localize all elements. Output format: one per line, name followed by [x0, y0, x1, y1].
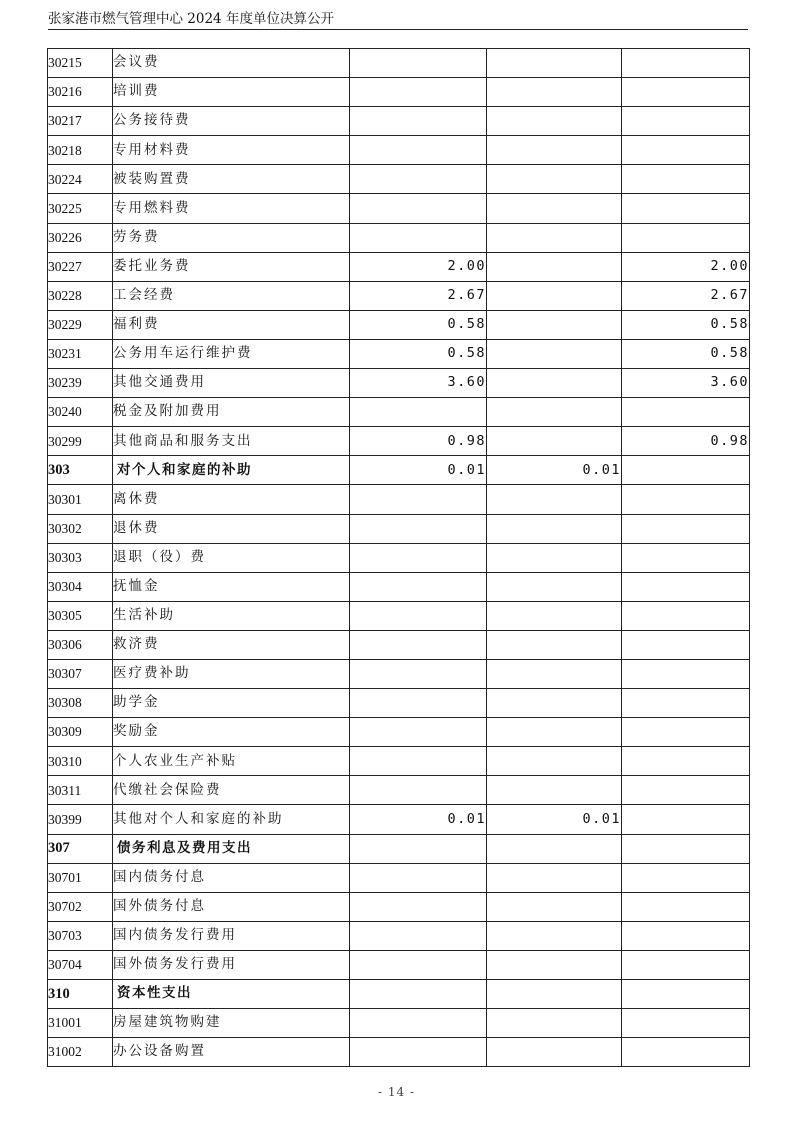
- row-code-cell: 30311: [48, 776, 113, 805]
- row-value-cell: [487, 223, 622, 252]
- header-rule: [48, 29, 748, 30]
- row-name-cell: 国内债务付息: [113, 863, 350, 892]
- row-name-cell: 会议费: [113, 49, 350, 78]
- row-name-cell: 福利费: [113, 310, 350, 339]
- row-value-cell: [350, 601, 487, 630]
- row-value-cell: [622, 136, 750, 165]
- table-row: [48, 950, 750, 979]
- row-value-cell: [487, 659, 622, 688]
- row-value-cell: [622, 601, 750, 630]
- row-code-cell: 310: [48, 980, 113, 1009]
- table-row: [48, 194, 750, 223]
- table-row: [48, 369, 750, 398]
- row-value-cell: [350, 107, 487, 136]
- table-row: [48, 107, 750, 136]
- row-value-cell: [622, 776, 750, 805]
- row-code-cell: 30225: [48, 194, 113, 223]
- row-value-cell: 0.58: [350, 339, 487, 368]
- table-row: [48, 718, 750, 747]
- row-value-cell: [487, 78, 622, 107]
- row-value-cell: [487, 689, 622, 718]
- row-value-cell: [487, 863, 622, 892]
- row-value-cell: [622, 921, 750, 950]
- table-section-row: [48, 980, 750, 1009]
- row-code-cell: 30240: [48, 398, 113, 427]
- row-name-cell: 奖励金: [113, 718, 350, 747]
- row-value-cell: [350, 543, 487, 572]
- row-value-cell: [350, 776, 487, 805]
- row-code-cell: 30302: [48, 514, 113, 543]
- row-value-cell: 0.01: [350, 805, 487, 834]
- row-code-cell: 30224: [48, 165, 113, 194]
- row-code-cell: 30702: [48, 892, 113, 921]
- row-name-cell: 资本性支出: [113, 980, 350, 1009]
- row-code-cell: 30228: [48, 281, 113, 310]
- row-value-cell: 0.58: [622, 339, 750, 368]
- table-row: [48, 630, 750, 659]
- row-value-cell: [487, 1009, 622, 1038]
- row-value-cell: [487, 252, 622, 281]
- table-row: [48, 601, 750, 630]
- row-value-cell: [487, 339, 622, 368]
- table-row: [48, 776, 750, 805]
- row-code-cell: 30226: [48, 223, 113, 252]
- row-value-cell: [622, 805, 750, 834]
- row-value-cell: [487, 398, 622, 427]
- row-value-cell: 0.01: [487, 456, 622, 485]
- row-value-cell: [622, 165, 750, 194]
- row-value-cell: [350, 834, 487, 863]
- row-name-cell: 公务接待费: [113, 107, 350, 136]
- row-value-cell: [350, 49, 487, 78]
- row-value-cell: [622, 485, 750, 514]
- row-value-cell: [487, 281, 622, 310]
- row-name-cell: 其他商品和服务支出: [113, 427, 350, 456]
- row-name-cell: 离休费: [113, 485, 350, 514]
- row-value-cell: [350, 194, 487, 223]
- row-name-cell: 生活补助: [113, 601, 350, 630]
- row-value-cell: [350, 165, 487, 194]
- row-name-cell: 债务利息及费用支出: [113, 834, 350, 863]
- table-section-row: [48, 834, 750, 863]
- row-value-cell: [622, 223, 750, 252]
- row-value-cell: [487, 485, 622, 514]
- row-name-cell: 国外债务付息: [113, 892, 350, 921]
- row-name-cell: 专用材料费: [113, 136, 350, 165]
- row-value-cell: [350, 572, 487, 601]
- row-name-cell: 医疗费补助: [113, 659, 350, 688]
- table-row: [48, 921, 750, 950]
- row-value-cell: [487, 165, 622, 194]
- row-value-cell: [622, 659, 750, 688]
- table-row: [48, 514, 750, 543]
- row-value-cell: [350, 485, 487, 514]
- table-row: [48, 689, 750, 718]
- row-value-cell: [350, 136, 487, 165]
- row-value-cell: [350, 514, 487, 543]
- row-value-cell: [487, 630, 622, 659]
- row-name-cell: 委托业务费: [113, 252, 350, 281]
- row-value-cell: [487, 427, 622, 456]
- row-code-cell: 30703: [48, 921, 113, 950]
- table-row: [48, 49, 750, 78]
- row-code-cell: 30309: [48, 718, 113, 747]
- row-code-cell: 30215: [48, 49, 113, 78]
- row-value-cell: [350, 223, 487, 252]
- table-row: [48, 281, 750, 310]
- row-value-cell: [350, 950, 487, 979]
- row-name-cell: 退休费: [113, 514, 350, 543]
- row-name-cell: 抚恤金: [113, 572, 350, 601]
- row-value-cell: [487, 310, 622, 339]
- table-row: [48, 252, 750, 281]
- row-value-cell: [487, 980, 622, 1009]
- table-row: [48, 398, 750, 427]
- row-code-cell: 31002: [48, 1038, 113, 1067]
- table-section-row: [48, 456, 750, 485]
- row-value-cell: [350, 689, 487, 718]
- row-name-cell: 专用燃料费: [113, 194, 350, 223]
- row-value-cell: 3.60: [350, 369, 487, 398]
- row-name-cell: 房屋建筑物购建: [113, 1009, 350, 1038]
- row-code-cell: 30303: [48, 543, 113, 572]
- row-code-cell: 30701: [48, 863, 113, 892]
- table-row: [48, 747, 750, 776]
- row-value-cell: [487, 776, 622, 805]
- row-value-cell: [350, 718, 487, 747]
- row-value-cell: [487, 194, 622, 223]
- row-value-cell: [350, 630, 487, 659]
- table-row: [48, 78, 750, 107]
- row-code-cell: 30218: [48, 136, 113, 165]
- table-body: [48, 49, 750, 1067]
- row-value-cell: 2.67: [622, 281, 750, 310]
- row-name-cell: 税金及附加费用: [113, 398, 350, 427]
- row-value-cell: 0.01: [350, 456, 487, 485]
- page-header-title: 张家港市燃气管理中心 2024 年度单位决算公开: [48, 11, 334, 27]
- table-row: [48, 165, 750, 194]
- row-name-cell: 工会经费: [113, 281, 350, 310]
- row-value-cell: [622, 543, 750, 572]
- table-row: [48, 223, 750, 252]
- table-row: [48, 805, 750, 834]
- row-value-cell: 0.01: [487, 805, 622, 834]
- row-value-cell: [487, 892, 622, 921]
- row-code-cell: 30308: [48, 689, 113, 718]
- row-name-cell: 助学金: [113, 689, 350, 718]
- row-value-cell: 0.58: [622, 310, 750, 339]
- table-row: [48, 427, 750, 456]
- row-value-cell: [487, 543, 622, 572]
- row-value-cell: [622, 514, 750, 543]
- row-code-cell: 30310: [48, 747, 113, 776]
- row-name-cell: 劳务费: [113, 223, 350, 252]
- row-name-cell: 代缴社会保险费: [113, 776, 350, 805]
- row-value-cell: [350, 659, 487, 688]
- row-value-cell: [622, 78, 750, 107]
- row-name-cell: 国内债务发行费用: [113, 921, 350, 950]
- row-code-cell: 30304: [48, 572, 113, 601]
- row-value-cell: [622, 1038, 750, 1067]
- row-value-cell: [350, 921, 487, 950]
- row-code-cell: 30704: [48, 950, 113, 979]
- row-value-cell: [622, 834, 750, 863]
- row-name-cell: 国外债务发行费用: [113, 950, 350, 979]
- row-value-cell: [487, 136, 622, 165]
- row-value-cell: [622, 456, 750, 485]
- row-name-cell: 其他对个人和家庭的补助: [113, 805, 350, 834]
- row-value-cell: 2.00: [622, 252, 750, 281]
- row-name-cell: 退职（役）费: [113, 543, 350, 572]
- table-row: [48, 543, 750, 572]
- row-value-cell: 0.98: [350, 427, 487, 456]
- row-name-cell: 其他交通费用: [113, 369, 350, 398]
- row-value-cell: [487, 572, 622, 601]
- row-value-cell: [622, 689, 750, 718]
- row-value-cell: [622, 863, 750, 892]
- table-row: [48, 310, 750, 339]
- row-value-cell: 2.00: [350, 252, 487, 281]
- row-value-cell: [487, 747, 622, 776]
- row-name-cell: 公务用车运行维护费: [113, 339, 350, 368]
- row-code-cell: 307: [48, 834, 113, 863]
- row-value-cell: [487, 834, 622, 863]
- row-value-cell: [622, 49, 750, 78]
- table-row: [48, 339, 750, 368]
- row-value-cell: [487, 921, 622, 950]
- row-value-cell: [350, 1038, 487, 1067]
- table-row: [48, 659, 750, 688]
- row-value-cell: [622, 107, 750, 136]
- table-row: [48, 485, 750, 514]
- row-code-cell: 30229: [48, 310, 113, 339]
- table-row: [48, 863, 750, 892]
- row-value-cell: [622, 950, 750, 979]
- row-value-cell: 3.60: [622, 369, 750, 398]
- row-value-cell: [622, 630, 750, 659]
- expenditure-table: [47, 48, 750, 1067]
- row-value-cell: [622, 572, 750, 601]
- row-code-cell: 30231: [48, 339, 113, 368]
- row-code-cell: 30307: [48, 659, 113, 688]
- row-code-cell: 31001: [48, 1009, 113, 1038]
- row-name-cell: 个人农业生产补贴: [113, 747, 350, 776]
- row-name-cell: 办公设备购置: [113, 1038, 350, 1067]
- row-value-cell: [622, 892, 750, 921]
- row-value-cell: [487, 514, 622, 543]
- row-code-cell: 30305: [48, 601, 113, 630]
- row-value-cell: 0.98: [622, 427, 750, 456]
- row-value-cell: [487, 718, 622, 747]
- row-value-cell: 0.58: [350, 310, 487, 339]
- row-value-cell: 2.67: [350, 281, 487, 310]
- row-code-cell: 30216: [48, 78, 113, 107]
- row-value-cell: [487, 107, 622, 136]
- row-name-cell: 培训费: [113, 78, 350, 107]
- row-value-cell: [350, 1009, 487, 1038]
- row-value-cell: [487, 369, 622, 398]
- row-value-cell: [350, 747, 487, 776]
- page-number: - 14 -: [377, 1085, 415, 1099]
- row-value-cell: [350, 78, 487, 107]
- row-code-cell: 30299: [48, 427, 113, 456]
- row-code-cell: 30239: [48, 369, 113, 398]
- row-value-cell: [350, 892, 487, 921]
- row-code-cell: 303: [48, 456, 113, 485]
- row-value-cell: [622, 980, 750, 1009]
- row-value-cell: [622, 747, 750, 776]
- row-value-cell: [350, 863, 487, 892]
- row-code-cell: 30301: [48, 485, 113, 514]
- row-value-cell: [622, 398, 750, 427]
- row-value-cell: [487, 601, 622, 630]
- row-value-cell: [487, 950, 622, 979]
- row-code-cell: 30227: [48, 252, 113, 281]
- table-row: [48, 892, 750, 921]
- table-row: [48, 572, 750, 601]
- row-name-cell: 被装购置费: [113, 165, 350, 194]
- row-value-cell: [350, 398, 487, 427]
- row-name-cell: 救济费: [113, 630, 350, 659]
- row-value-cell: [622, 194, 750, 223]
- row-value-cell: [622, 718, 750, 747]
- row-value-cell: [487, 49, 622, 78]
- row-value-cell: [350, 980, 487, 1009]
- table-row: [48, 1009, 750, 1038]
- row-code-cell: 30217: [48, 107, 113, 136]
- table-row: [48, 136, 750, 165]
- row-code-cell: 30306: [48, 630, 113, 659]
- row-value-cell: [487, 1038, 622, 1067]
- row-code-cell: 30399: [48, 805, 113, 834]
- row-name-cell: 对个人和家庭的补助: [113, 456, 350, 485]
- row-value-cell: [622, 1009, 750, 1038]
- table-row: [48, 1038, 750, 1067]
